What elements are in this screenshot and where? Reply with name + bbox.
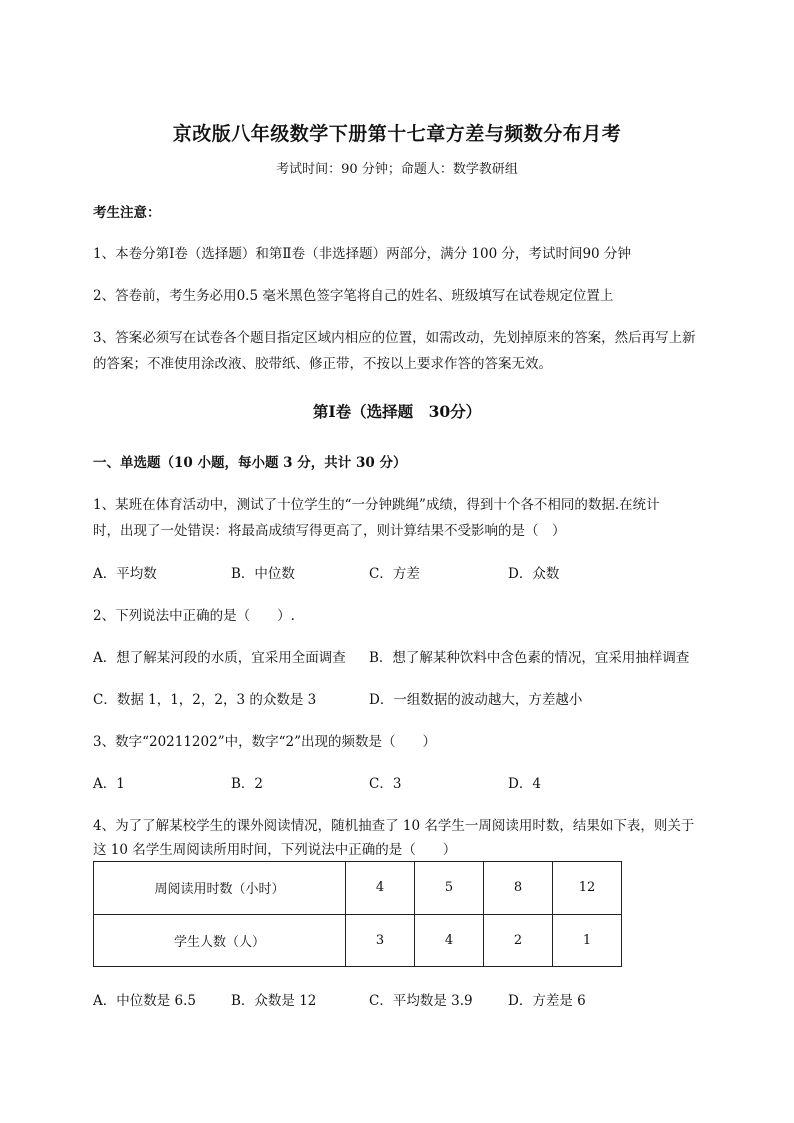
table-cell: 2 bbox=[484, 914, 553, 967]
question-1-option-b: B．中位数 bbox=[231, 566, 295, 582]
page-title: 京改版八年级数学下册第十七章方差与频数分布月考 bbox=[172, 123, 622, 145]
part-heading: 一、单选题（10 小题，每小题 3 分，共计 30 分） bbox=[93, 455, 407, 471]
question-4-option-a: A．中位数是 6.5 bbox=[93, 993, 197, 1009]
table-cell: 4 bbox=[346, 862, 415, 915]
section-title: 第Ⅰ卷（选择题 30分） bbox=[312, 402, 482, 421]
question-4-option-b: B．众数是 12 bbox=[231, 993, 317, 1009]
notice-heading: 考生注意： bbox=[93, 205, 161, 221]
question-3-option-b: B．2 bbox=[231, 776, 264, 792]
question-3-option-d: D．4 bbox=[508, 776, 541, 792]
notice-item: 1、本卷分第Ⅰ卷（选择题）和第Ⅱ卷（非选择题）两部分，满分 100 分，考试时间90 分钟 bbox=[93, 246, 631, 262]
question-2-option-b: B．想了解某种饮料中含色素的情况，宜采用抽样调查 bbox=[369, 650, 690, 666]
table-cell: 4 bbox=[415, 914, 484, 967]
table-cell: 8 bbox=[484, 862, 553, 915]
question-1-text: 1、某班在体育活动中，测试了十位学生的“一分钟跳绳”成绩，得到十个各不相同的数据.在统计 bbox=[93, 497, 660, 513]
question-1-option-c: C．方差 bbox=[369, 566, 420, 582]
question-2-option-d: D．一组数据的波动越大，方差越小 bbox=[369, 692, 583, 708]
notice-item: 2、答卷前，考生务必用0.5 毫米黑色签字笔将自己的姓名、班级填写在试卷规定位置上 bbox=[93, 288, 614, 304]
question-3-option-c: C．3 bbox=[369, 776, 402, 792]
exam-subtitle: 考试时间：90 分钟；命题人：数学教研组 bbox=[276, 162, 518, 177]
question-4-text: 这 10 名学生周阅读所用时间，下列说法中正确的是（ ） bbox=[93, 842, 457, 858]
question-4-option-c: C．平均数是 3.9 bbox=[369, 993, 473, 1009]
notice-item: 的答案；不准使用涂改液、胶带纸、修正带，不按以上要求作答的答案无效。 bbox=[93, 356, 552, 372]
question-1-option-d: D．众数 bbox=[508, 566, 560, 582]
table-cell: 3 bbox=[346, 914, 415, 967]
notice-item: 3、答案必须写在试卷各个题目指定区域内相应的位置，如需改动，先划掉原来的答案，然后再写上新 bbox=[93, 330, 696, 346]
reading-time-table bbox=[93, 861, 622, 967]
question-1-option-a: A．平均数 bbox=[93, 566, 157, 582]
table-row bbox=[94, 862, 622, 915]
question-1-text: 时，出现了一处错误：将最高成绩写得更高了，则计算结果不受影响的是（ ） bbox=[93, 523, 566, 539]
question-4-text: 4、为了了解某校学生的课外阅读情况，随机抽查了 10 名学生一周阅读用时数，结果如下表，则关于 bbox=[93, 818, 695, 834]
question-2-text: 2、下列说法中正确的是（ ）. bbox=[93, 608, 295, 624]
table-row-header: 周阅读用时数（小时） bbox=[94, 862, 346, 915]
table-row bbox=[94, 914, 622, 967]
question-3-text: 3、数字“20211202”中，数字“2”出现的频数是（ ） bbox=[93, 734, 436, 750]
table-cell: 1 bbox=[553, 914, 622, 967]
question-2-option-c: C．数据 1，1，2，2，3 的众数是 3 bbox=[93, 692, 317, 708]
table-cell: 5 bbox=[415, 862, 484, 915]
question-4-option-d: D．方差是 6 bbox=[508, 993, 586, 1009]
table-row-header: 学生人数（人） bbox=[94, 914, 346, 967]
table-cell: 12 bbox=[553, 862, 622, 915]
question-3-option-a: A．1 bbox=[93, 776, 125, 792]
question-2-option-a: A．想了解某河段的水质，宜采用全面调查 bbox=[93, 650, 346, 666]
